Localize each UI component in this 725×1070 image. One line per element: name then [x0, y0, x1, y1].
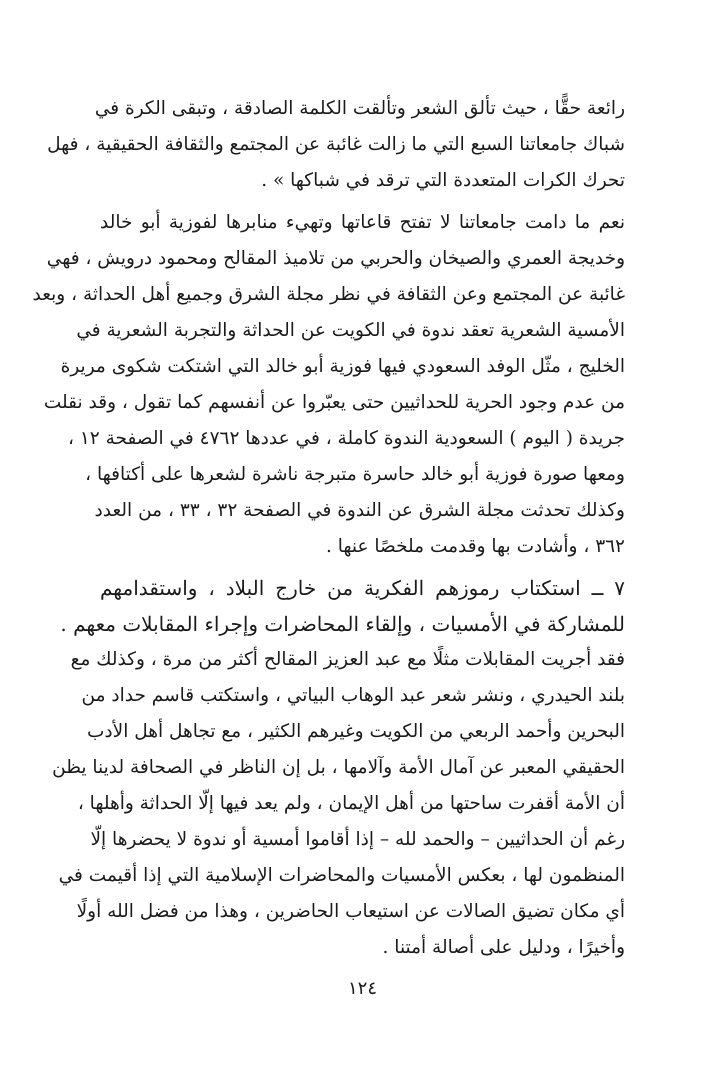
text-line: الأمسية الشعرية تعقد ندوة في الكويت عن الحداثة والتجربة الشعرية في — [76, 320, 625, 341]
text-line: تحرك الكرات المتعددة التي ترقد في شباكها » . — [261, 170, 625, 191]
text-line: رغم أن الحداثيين – والحمد لله – إذا أقاموا أمسية أو ندوة لا يحضرها إلّا — [90, 829, 625, 850]
text-line: ٣٦٢ ، وأشادت بها وقدمت ملخصًا عنها . — [325, 536, 625, 557]
text-line: جريدة ( اليوم ) السعودية الندوة كاملة ، في عددها ٤٧٦٢ في الصفحة ١٢ ، — [67, 428, 625, 449]
text-line: شباك جامعاتنا السبع التي ما زالت غائبة عن المجتمع والثقافة الحقيقية ، فهل — [47, 134, 625, 155]
text-line: نعم ما دامت جامعاتنا لا تفتح قاعاتها وتهيء منابرها لفوزية أبو خالد — [100, 212, 625, 233]
section-heading-line: ٧ ــ استكتاب رموزهم الفكرية من خارج البلاد ، واستقدامهم — [100, 576, 625, 600]
text-line: غائبة عن المجتمع وعن الثقافة في نظر مجلة الشرق وجميع أهل الحداثة ، وبعد — [32, 284, 625, 305]
text-line: ومعها صورة فوزية أبو خالد حاسرة متبرجة ناشرة لشعرها على أكتافها ، — [85, 464, 625, 485]
text-line: رائعة حقًّا ، حيث تألق الشعر وتألقت الكلمة الصادقة ، وتبقى الكرة في — [94, 98, 625, 119]
text-line: البحرين وأحمد الربعي من الكويت وغيرهم الكثير ، مع تجاهل أهل الأدب — [87, 721, 625, 742]
text-line: بلند الحيدري ، ونشر شعر عبد الوهاب البياتي ، واستكتب قاسم حداد من — [81, 685, 625, 706]
text-line: وأخيرًا ، ودليل على أصالة أمتنا . — [382, 937, 625, 958]
text-line: المنظمون لها ، بعكس الأمسيات والمحاضرات الإسلامية التي إذا أقيمت في — [58, 865, 625, 886]
text-line: من عدم وجود الحرية للحداثيين حتى يعبّروا عن أنفسهم كما تقول ، وقد نقلت — [43, 392, 625, 413]
text-line: أن الأمة أقفرت ساحتها من أهل الإيمان ، ولم يعد فيها إلّا الحداثة وأهلها ، — [77, 793, 625, 814]
section-heading-line: للمشاركة في الأمسيات ، وإلقاء المحاضرات وإجراء المقابلات معهم . — [60, 612, 625, 636]
page-number: ١٢٤ — [347, 978, 377, 999]
text-line: فقد أجريت المقابلات مثلًا مع عبد العزيز المقالح أكثر من مرة ، وكذلك مع — [70, 649, 625, 670]
text-line: وخديجة العمري والصيخان والحربي من تلاميذ المقالح ومحمود درويش ، فهي — [46, 248, 625, 269]
text-line: أي مكان تضيق الصالات عن استيعاب الحاضرين ، وهذا من فضل الله أولًا — [76, 901, 625, 922]
text-line: وكذلك تحدثت مجلة الشرق عن الندوة في الصفحة ٣٢ ، ٣٣ ، من العدد — [94, 500, 625, 521]
text-line: الخليج ، مثّل الوفد السعودي فيها فوزية أبو خالد التي اشتكت شكوى مريرة — [60, 356, 625, 377]
text-line: الحقيقي المعبر عن آمال الأمة وآلامها ، بل إن الناظر في الصحافة لدينا يظن — [52, 757, 625, 778]
